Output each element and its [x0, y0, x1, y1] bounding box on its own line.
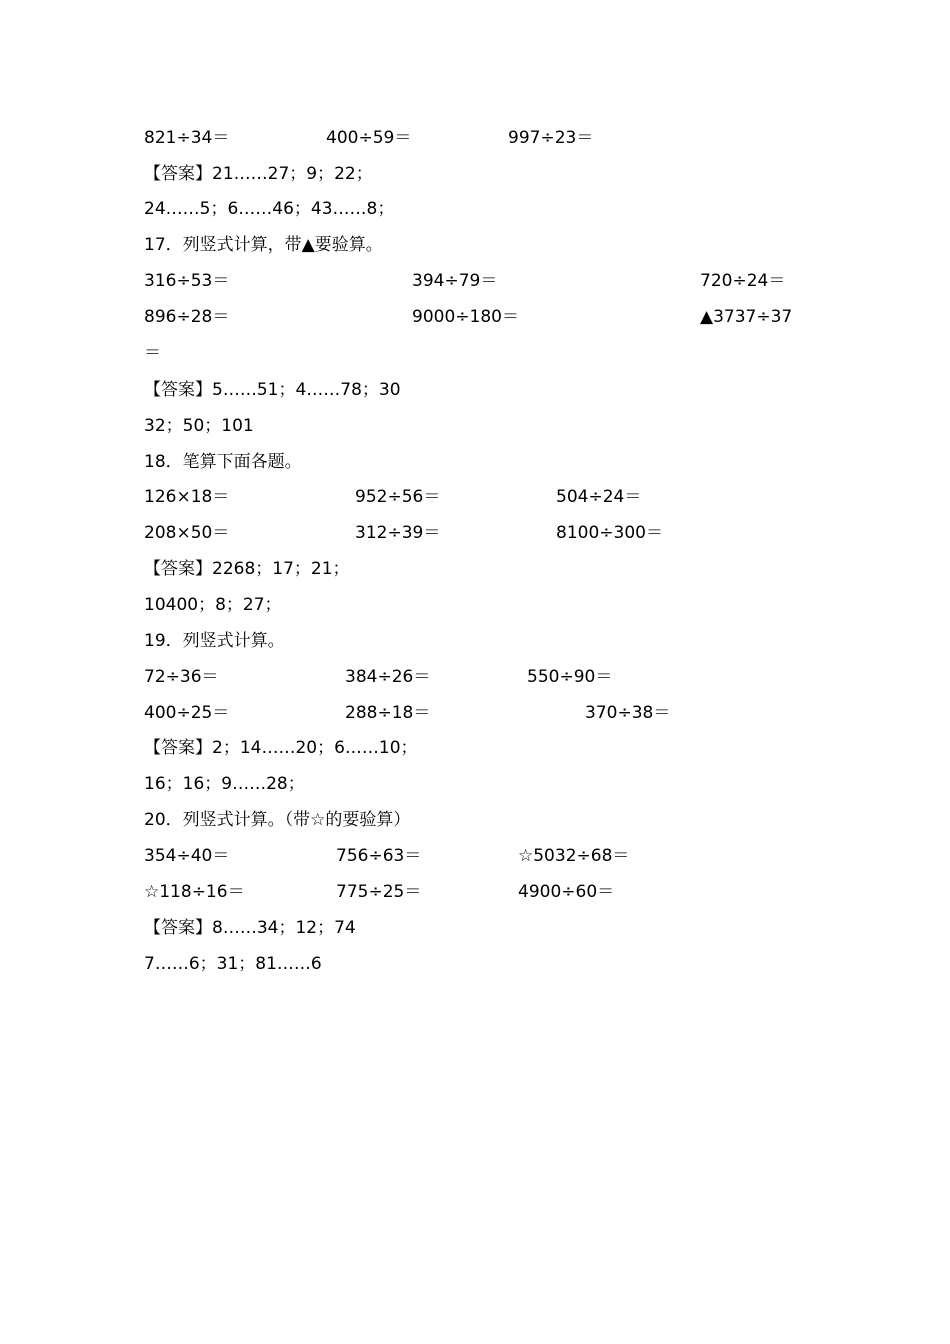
q19-problem: 384÷26＝ — [345, 667, 431, 687]
q20-problem: 775÷25＝ — [336, 882, 422, 902]
q17-answer: 【答案】5……51；4……78；30 — [144, 380, 401, 400]
q20-problem-check: ☆5032÷68＝ — [518, 846, 630, 866]
q20-problem: 756÷63＝ — [336, 846, 422, 866]
q20-problem: 354÷40＝ — [144, 846, 230, 866]
q18-problem: 504÷24＝ — [556, 487, 642, 507]
q20-answer: 【答案】8……34；12；74 — [144, 918, 356, 938]
q20-answer: 7……6；31；81……6 — [144, 954, 322, 974]
q19-problem: 72÷36＝ — [144, 667, 219, 687]
answer-line: 24……5；6……46；43……8； — [144, 199, 395, 219]
problem-400-div-59: 400÷59＝ — [326, 128, 412, 148]
q18-problem: 126×18＝ — [144, 487, 230, 507]
question-19-title: 19．列竖式计算。 — [144, 631, 285, 651]
q20-problem-check: ☆118÷16＝ — [144, 882, 245, 902]
q17-problem: 9000÷180＝ — [412, 307, 519, 327]
q19-answer: 【答案】2；14……20；6……10； — [144, 738, 418, 758]
q17-problem-check: ▲3737÷37 — [700, 307, 793, 327]
q17-problem: 316÷53＝ — [144, 271, 230, 291]
q18-answer: 【答案】2268；17；21； — [144, 559, 350, 579]
q19-problem: 400÷25＝ — [144, 703, 230, 723]
q19-problem: 370÷38＝ — [585, 703, 671, 723]
q19-answer: 16；16；9……28； — [144, 774, 305, 794]
q18-problem: 952÷56＝ — [355, 487, 441, 507]
q18-answer: 10400；8；27； — [144, 595, 282, 615]
answer-line: 【答案】21……27；9；22； — [144, 164, 373, 184]
q20-problem: 4900÷60＝ — [518, 882, 615, 902]
q17-problem-continuation: ＝ — [144, 343, 161, 363]
question-20-title: 20．列竖式计算。（带☆的要验算） — [144, 810, 411, 830]
question-17-title: 17．列竖式计算，带▲要验算。 — [144, 235, 383, 255]
q18-problem: 312÷39＝ — [355, 523, 441, 543]
q17-problem: 720÷24＝ — [700, 271, 786, 291]
q17-problem: 896÷28＝ — [144, 307, 230, 327]
q19-problem: 288÷18＝ — [345, 703, 431, 723]
q19-problem: 550÷90＝ — [527, 667, 613, 687]
question-18-title: 18．笔算下面各题。 — [144, 452, 302, 472]
q18-problem: 208×50＝ — [144, 523, 230, 543]
q17-problem: 394÷79＝ — [412, 271, 498, 291]
problem-821-div-34: 821÷34＝ — [144, 128, 230, 148]
q18-problem: 8100÷300＝ — [556, 523, 663, 543]
q17-answer: 32；50；101 — [144, 416, 254, 436]
problem-997-div-23: 997÷23＝ — [508, 128, 594, 148]
